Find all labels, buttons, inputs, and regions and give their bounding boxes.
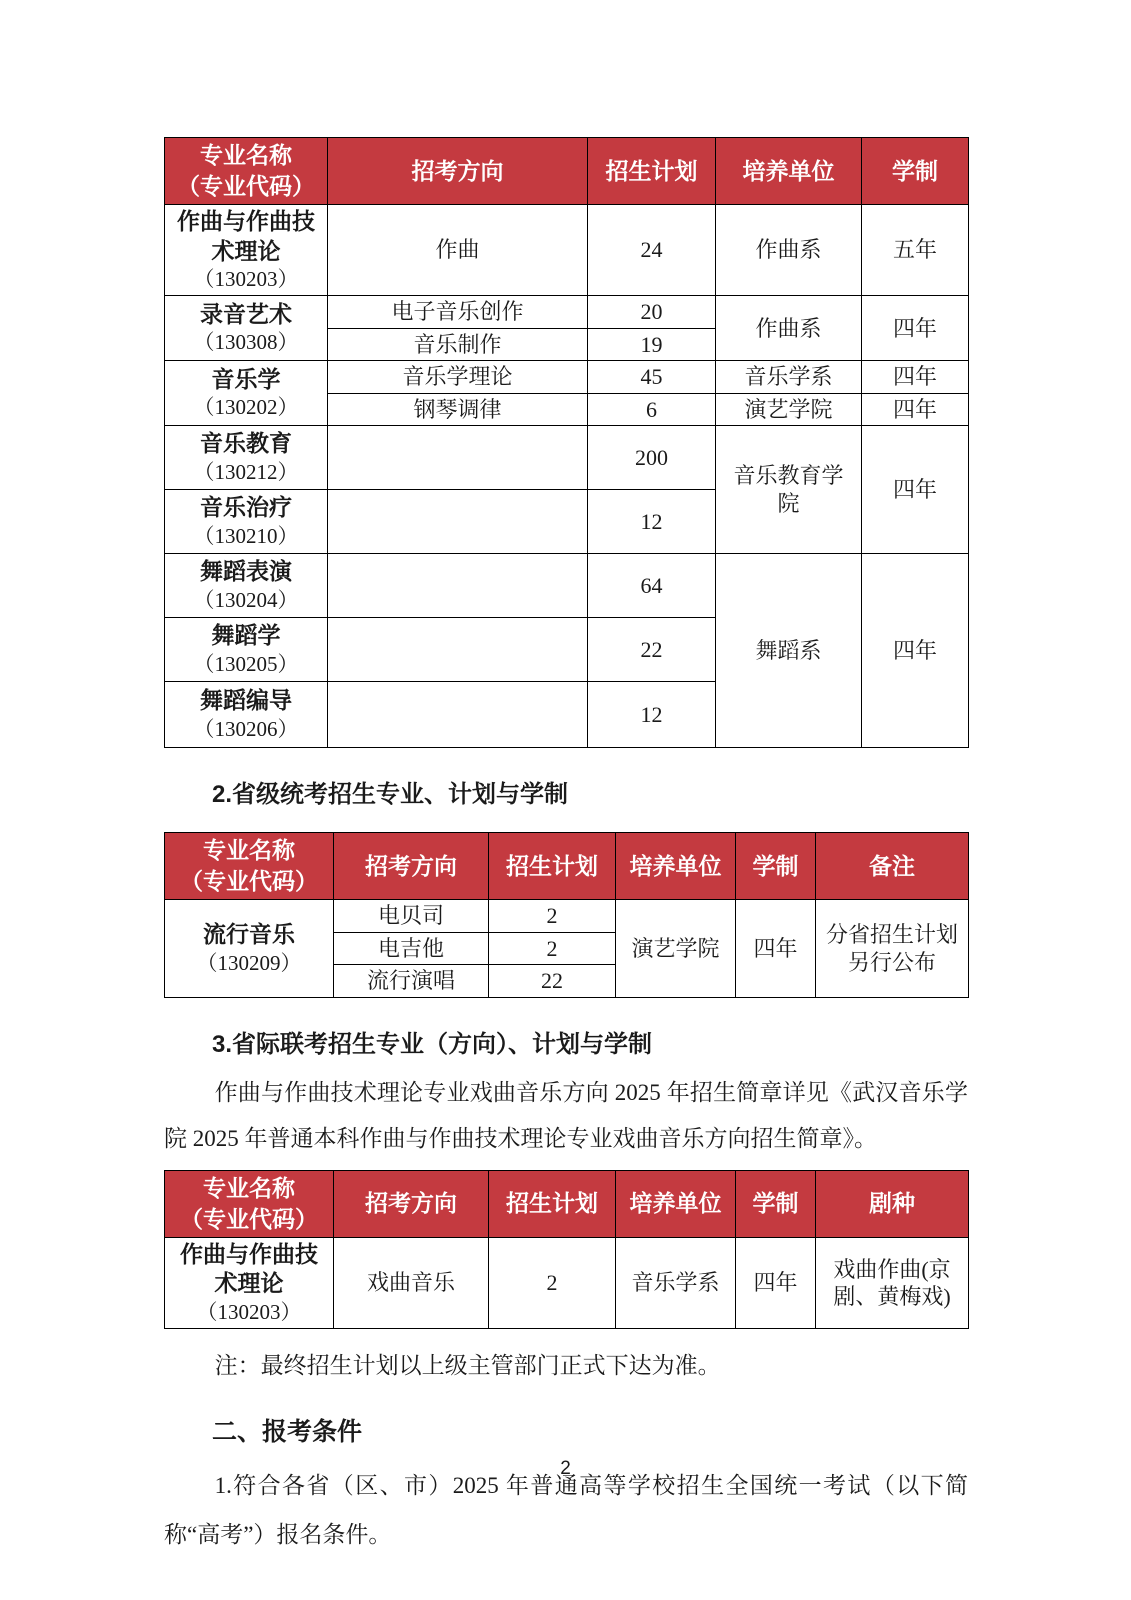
cell-major	[165, 361, 328, 426]
cell-years: 四年	[862, 296, 969, 361]
cell-unit: 作曲系	[716, 205, 862, 296]
major-name: 舞蹈表演	[200, 558, 292, 585]
major-name: 作曲与作曲技术理论	[180, 1240, 318, 1297]
cell-major	[165, 900, 334, 998]
cell-years: 四年	[736, 1237, 816, 1328]
col-header-remark: 备注	[816, 833, 969, 900]
heading-provincial-exam: 2.省级统考招生专业、计划与学制	[212, 781, 569, 809]
major-code: （130204）	[193, 587, 299, 612]
cell-direction: 电子音乐创作	[328, 296, 588, 329]
cell-remark: 分省招生计划另行公布	[816, 900, 969, 998]
cell-direction-empty	[328, 490, 588, 554]
cell-direction-empty	[328, 554, 588, 618]
cell-unit: 音乐教育学院	[716, 426, 862, 554]
cell-unit: 音乐学系	[616, 1237, 736, 1328]
major-code: （130205）	[193, 651, 299, 676]
major-name: 舞蹈学	[211, 622, 281, 649]
col-header-plan: 招生计划	[588, 138, 716, 205]
col-header-unit: 培养单位	[616, 1170, 736, 1237]
col-header-direction: 招考方向	[334, 1170, 489, 1237]
cell-plan: 6	[588, 393, 716, 426]
page-number: 2	[560, 1458, 571, 1479]
cell-plan: 22	[489, 965, 616, 998]
cell-plan: 24	[588, 205, 716, 296]
major-name: 音乐学	[211, 365, 281, 392]
cell-major	[165, 618, 328, 682]
table-row-pop-music-1	[165, 900, 969, 933]
cell-unit: 作曲系	[716, 296, 862, 361]
cell-plan: 64	[588, 554, 716, 618]
col-header-years: 学制	[862, 138, 969, 205]
major-code: （130209）	[196, 950, 302, 975]
cell-major	[165, 296, 328, 361]
cell-plan: 45	[588, 361, 716, 394]
table-row-recording-1	[165, 296, 969, 329]
major-code: （130210）	[193, 523, 299, 548]
cell-direction: 戏曲音乐	[334, 1237, 489, 1328]
cell-unit: 演艺学院	[616, 900, 736, 998]
cell-major	[165, 682, 328, 748]
major-name: 录音艺术	[200, 300, 292, 327]
major-code: （130308）	[193, 330, 299, 355]
major-code: （130206）	[193, 716, 299, 741]
col-header-major-line1: 专业名称	[203, 1174, 295, 1201]
major-code: （130202）	[193, 395, 299, 420]
table-row-music-education	[165, 426, 969, 490]
paragraph-interprovincial-note: 作曲与作曲技术理论专业戏曲音乐方向 2025 年招生简章详见《武汉音乐学院 2025 年普通本科作曲与作曲技术理论专业戏曲音乐方向招生简章》。	[164, 1079, 968, 1151]
col-header-major-line2: （专业代码）	[177, 173, 315, 200]
major-code: （130212）	[193, 459, 299, 484]
col-header-major-line1: 专业名称	[200, 142, 292, 168]
cell-years: 四年	[862, 393, 969, 426]
col-header-plan: 招生计划	[489, 1170, 616, 1237]
cell-direction-empty	[328, 618, 588, 682]
col-header-major-line2: （专业代码）	[180, 868, 318, 895]
cell-years: 四年	[736, 900, 816, 998]
major-name: 作曲与作曲技术理论	[177, 208, 315, 264]
cell-plan: 19	[588, 328, 716, 361]
cell-plan: 22	[588, 618, 716, 682]
cell-plan: 2	[489, 900, 616, 933]
cell-plan: 200	[588, 426, 716, 490]
col-header-plan: 招生计划	[489, 833, 616, 900]
cell-major	[165, 1237, 334, 1328]
cell-major	[165, 554, 328, 618]
table1-header-row	[165, 138, 969, 205]
col-header-genre: 剧种	[816, 1170, 969, 1237]
paragraph-requirement-1: 1.符合各省（区、市）2025 年普通高等学校招生全国统一考试（以下简称“高考”）报名条件。	[164, 1473, 968, 1547]
cell-direction: 作曲	[328, 205, 588, 296]
cell-plan: 2	[489, 932, 616, 965]
cell-direction-empty	[328, 426, 588, 490]
col-header-direction: 招考方向	[334, 833, 489, 900]
table-row-dance-performance	[165, 554, 969, 618]
cell-plan: 20	[588, 296, 716, 329]
col-header-major	[165, 138, 328, 205]
table-interprovincial-majors	[164, 1170, 969, 1329]
cell-direction-empty	[328, 682, 588, 748]
major-name: 音乐教育	[200, 430, 292, 457]
cell-major	[165, 205, 328, 296]
table3-header-row	[165, 1170, 969, 1237]
cell-direction: 流行演唱	[334, 965, 489, 998]
cell-unit: 音乐学系	[716, 361, 862, 394]
cell-years: 四年	[862, 426, 969, 554]
col-header-years: 学制	[736, 833, 816, 900]
major-name: 流行音乐	[203, 921, 295, 948]
cell-direction: 音乐制作	[328, 328, 588, 361]
note-final-plan: 注：最终招生计划以上级主管部门正式下达为准。	[214, 1353, 721, 1379]
col-header-unit: 培养单位	[616, 833, 736, 900]
col-header-years: 学制	[736, 1170, 816, 1237]
table-provincial-exam-majors	[164, 832, 969, 998]
cell-major	[165, 426, 328, 490]
table-row-composition-opera	[165, 1237, 969, 1328]
cell-years: 四年	[862, 554, 969, 748]
cell-plan: 2	[489, 1237, 616, 1328]
cell-direction: 电吉他	[334, 932, 489, 965]
table-row-composition	[165, 205, 969, 296]
table-row-musicology-1	[165, 361, 969, 394]
cell-direction: 音乐学理论	[328, 361, 588, 394]
col-header-major	[165, 1170, 334, 1237]
cell-plan: 12	[588, 490, 716, 554]
table2-header-row	[165, 833, 969, 900]
col-header-unit: 培养单位	[716, 138, 862, 205]
cell-genre: 戏曲作曲(京剧、黄梅戏)	[816, 1237, 969, 1328]
major-name: 音乐治疗	[200, 494, 292, 521]
cell-years: 四年	[862, 361, 969, 394]
cell-direction: 电贝司	[334, 900, 489, 933]
cell-direction: 钢琴调律	[328, 393, 588, 426]
cell-plan: 12	[588, 682, 716, 748]
col-header-major-line2: （专业代码）	[180, 1205, 318, 1232]
heading-interprovincial-exam: 3.省际联考招生专业（方向）、计划与学制	[212, 1030, 653, 1058]
cell-major	[165, 490, 328, 554]
col-header-major-line1: 专业名称	[203, 837, 295, 864]
table-school-exam-majors	[164, 137, 969, 748]
heading-application-requirements: 二、报考条件	[212, 1418, 363, 1447]
cell-unit: 演艺学院	[716, 393, 862, 426]
col-header-major	[165, 833, 334, 900]
cell-years: 五年	[862, 205, 969, 296]
major-name: 舞蹈编导	[200, 687, 292, 714]
major-code: （130203）	[196, 1299, 302, 1324]
cell-unit: 舞蹈系	[716, 554, 862, 748]
major-code: （130203）	[193, 266, 299, 291]
col-header-direction: 招考方向	[328, 138, 588, 205]
